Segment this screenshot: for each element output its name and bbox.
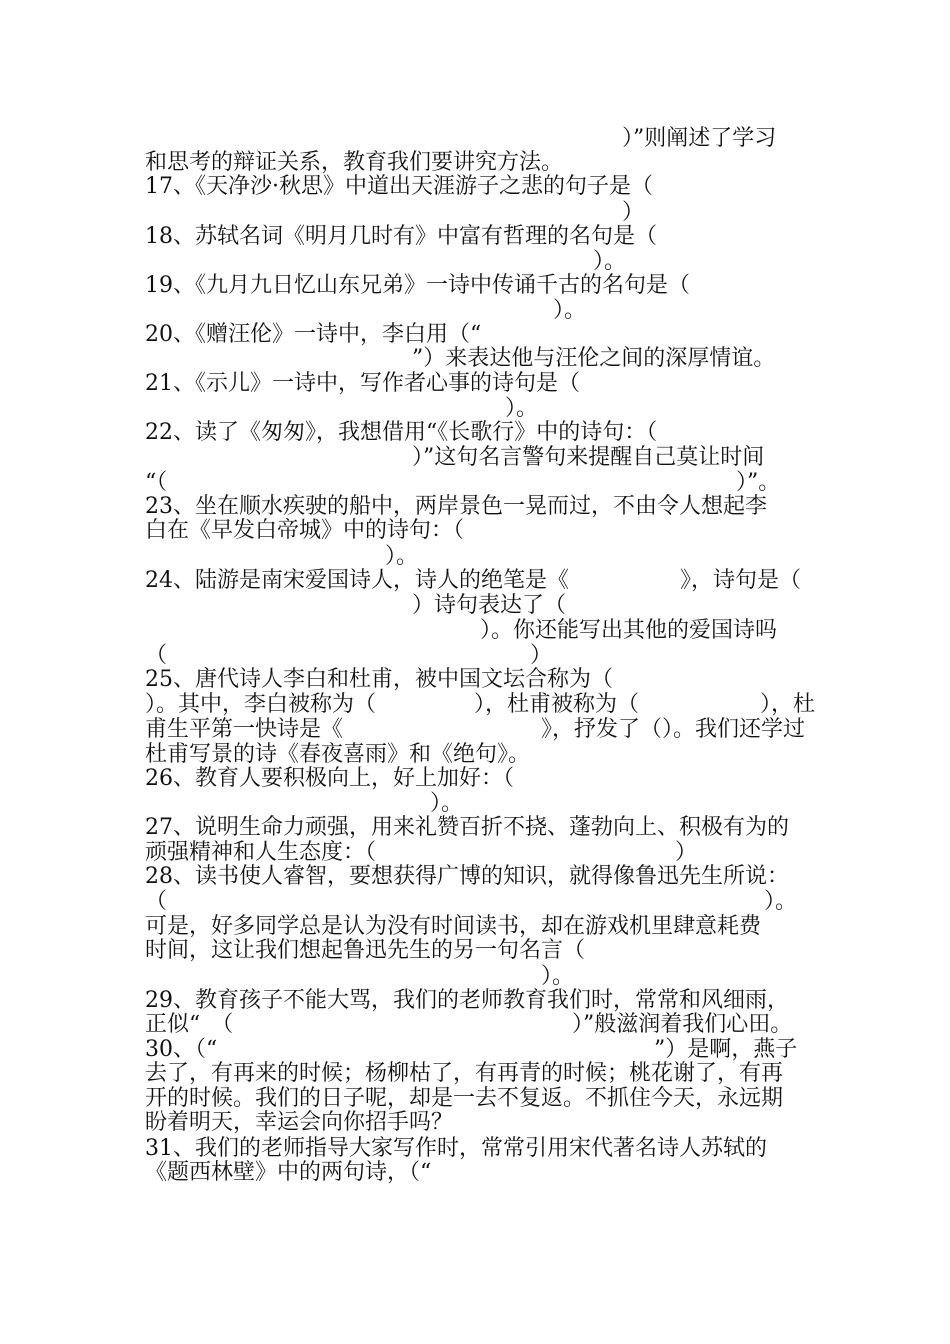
text-line: ）。其中，李白被称为（: [145, 692, 377, 717]
text-line: 23、坐在顺水疾驶的船中，两岸景色一晃而过，不由令人想起李: [145, 494, 767, 519]
text-line: 17、《天净沙·秋思》中道出天涯游子之悲的句子是（: [145, 174, 653, 199]
text-line: ）。: [593, 249, 627, 274]
text-line: 和思考的辩证关系，教育我们要讲究方法。: [145, 150, 564, 175]
text-line: ）: [675, 840, 698, 865]
text-line: 21、《示儿》一诗中，写作者心事的诗句是（: [145, 371, 580, 396]
text-line: ）”则阐述了学习: [622, 126, 777, 151]
text-line: ）: [530, 643, 553, 668]
text-line: 》，抒发了（）。我们还学过: [541, 717, 806, 742]
text-line: 顽强精神和人生态度：（: [145, 840, 377, 865]
text-line: 》，诗句是（: [680, 568, 802, 593]
text-line: 白在《早发白帝城》中的诗句：（: [145, 518, 465, 543]
text-line: 28、读书使人睿智，要想获得广博的知识，就得像鲁迅先生所说：: [145, 864, 789, 889]
text-line: （: [145, 889, 168, 914]
text-line: 22、读了《匆匆》，我想借用“《长歌行》中的诗句：（: [145, 420, 658, 445]
text-line: ）”这句名言警句来提醒自己莫让时间: [412, 445, 765, 470]
text-line: 20、《赠汪伦》一诗中，李白用（“: [145, 322, 482, 347]
text-line: ），杜甫被称为（: [474, 692, 640, 717]
text-line: 31、我们的老师指导大家写作时，常常引用宋代著名诗人苏轼的: [145, 1136, 767, 1161]
text-line: ）。: [505, 396, 539, 421]
text-line: ）”般滋润着我们心田。: [572, 1012, 793, 1037]
text-line: ”）来表达他与汪伦之间的深厚情谊。: [412, 346, 776, 371]
text-line: 25、唐代诗人李白和杜甫，被中国文坛合称为（: [145, 667, 613, 692]
text-line: 杜甫写景的诗《春夜喜雨》和《绝句》。: [145, 742, 531, 767]
text-line: 24、陆游是南宋爱国诗人，诗人的绝笔是《: [145, 568, 569, 593]
text-line: ），杜: [760, 692, 816, 717]
text-line: ）。: [430, 791, 464, 816]
text-line: 30、（“: [145, 1037, 218, 1062]
text-line: ）诗句表达了（: [412, 593, 567, 618]
text-line: 19、《九月九日忆山东兄弟》一诗中传诵千古的名句是（: [145, 273, 690, 298]
text-line: ）。: [553, 298, 587, 323]
text-line: （: [145, 643, 168, 668]
text-line: 可是，好多同学总是认为没有时间读书，却在游戏机里肆意耗费: [145, 914, 762, 939]
text-line: ）。你还能写出其他的爱国诗吗: [480, 618, 778, 643]
text-line: 开的时候。我们的日子呢，却是一去不复返。不抓住今天，永远期: [145, 1086, 784, 1111]
text-line: ）: [622, 200, 645, 225]
text-line: “（: [145, 470, 168, 495]
text-line: ”）是啊，燕子: [654, 1037, 798, 1062]
text-line: 26、教育人要积极向上，好上加好：（: [145, 766, 514, 791]
text-line: 《题西林壁》中的两句诗，（“: [145, 1160, 432, 1185]
text-line: ）。: [385, 544, 419, 569]
text-line: ）”。: [736, 470, 781, 495]
text-line: ）。: [541, 964, 575, 989]
text-line: 甫生平第一快诗是《: [145, 717, 344, 742]
text-line: 27、说明生命力顽强，用来礼赞百折不挠、蓬勃向上、积极有为的: [145, 815, 789, 840]
text-line: 正似“ （: [145, 1012, 234, 1037]
text-line: ）。: [764, 889, 798, 914]
text-line: 18、苏轼名词《明月几时有》中富有哲理的名句是（: [145, 224, 657, 249]
text-line: 盼着明天，幸运会向你招手吗？: [145, 1110, 454, 1135]
text-line: 29、教育孩子不能大骂，我们的老师教育我们时，常常和风细雨，: [145, 988, 789, 1013]
text-line: 去了，有再来的时候；杨柳枯了，有再青的时候；桃花谢了，有再: [145, 1061, 784, 1086]
text-line: 时间，这让我们想起鲁迅先生的另一句名言（: [145, 938, 586, 963]
